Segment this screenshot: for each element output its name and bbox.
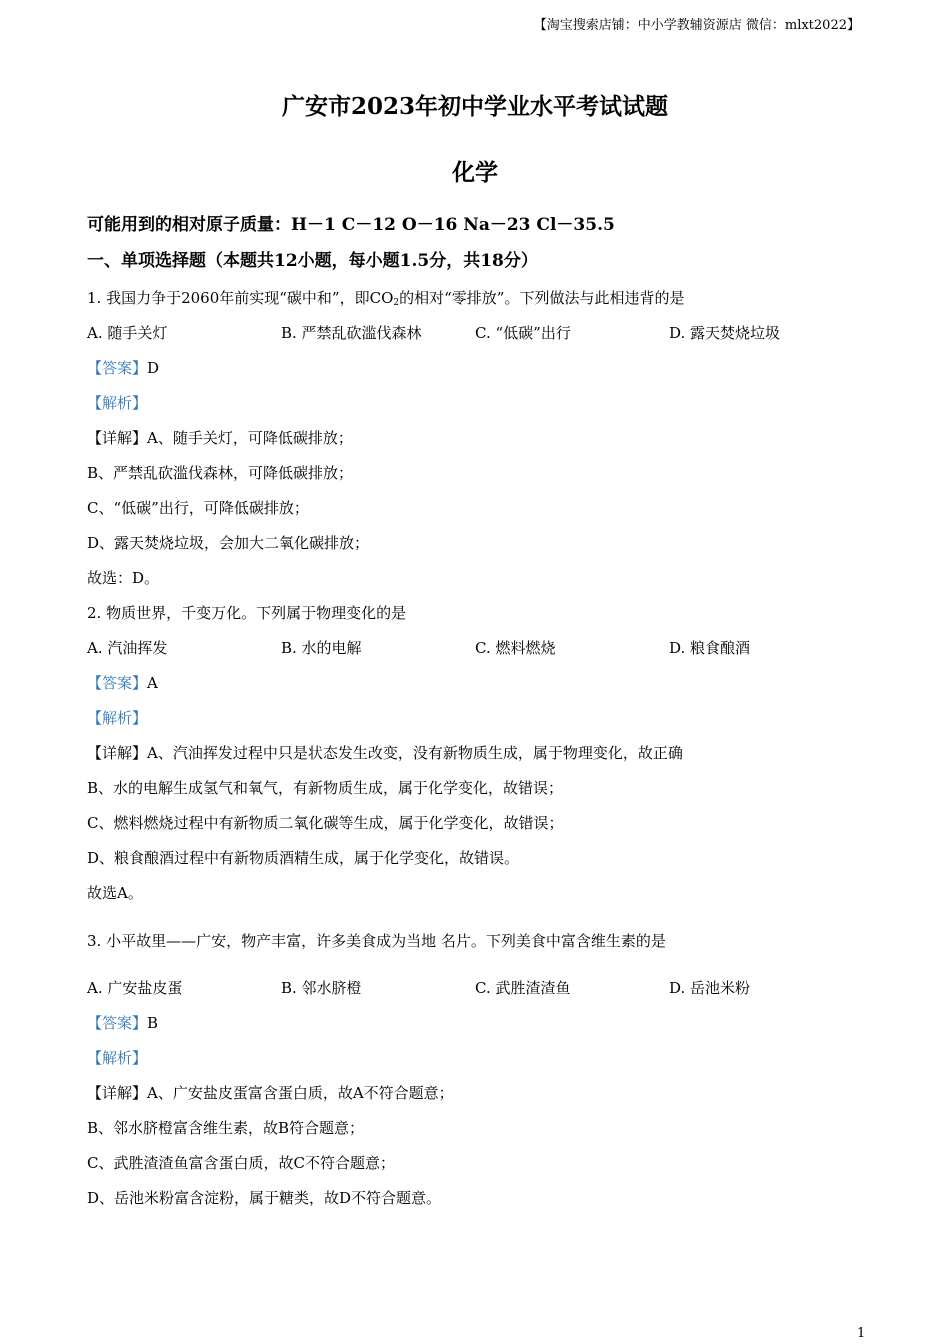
question-2-stem: 2. 物质世界，千变万化。下列属于物理变化的是 (87, 604, 407, 622)
q3-option-d: D. 岳池米粉 (669, 979, 751, 997)
q2-detail: C、燃料燃烧过程中有新物质二氧化碳等生成，属于化学变化，故错误； (87, 814, 564, 832)
q3-analysis-tag: 【解析】 (87, 1049, 148, 1067)
q1-detail: 【详解】A、随手关灯，可降低碳排放； (87, 429, 353, 447)
q1-answer: 【答案】D (87, 359, 160, 377)
q2-option-b: B. 水的电解 (281, 639, 362, 657)
q3-answer: 【答案】B (87, 1014, 159, 1032)
section-heading: 一、单项选择题（本题共12小题，每小题1.5分，共18分） (87, 251, 538, 271)
q3-option-c: C. 武胜渣渣鱼 (475, 979, 571, 997)
page-number: 1 (857, 1326, 866, 1341)
q2-detail: D、粮食酿酒过程中有新物质酒精生成，属于化学变化，故错误。 (87, 849, 520, 867)
q2-detail: B、水的电解生成氢气和氧气，有新物质生成，属于化学变化，故错误； (87, 779, 564, 797)
q3-option-b: B. 邻水脐橙 (281, 979, 362, 997)
q1-conclusion: 故选：D。 (87, 569, 160, 587)
subject-title: 化学 (452, 159, 498, 186)
q1-detail: C、“低碳”出行，可降低碳排放； (87, 499, 309, 517)
q1-option-c: C. “低碳”出行 (475, 324, 571, 342)
q2-detail: 【详解】A、汽油挥发过程中只是状态发生改变，没有新物质生成，属于物理变化，故正确 (87, 744, 683, 762)
q2-option-c: C. 燃料燃烧 (475, 639, 556, 657)
q1-detail: B、严禁乱砍滥伐森林，可降低碳排放； (87, 464, 354, 482)
q2-conclusion: 故选A。 (87, 884, 143, 902)
q1-option-a: A. 随手关灯 (87, 324, 168, 342)
q1-option-b: B. 严禁乱砍滥伐森林 (281, 324, 422, 342)
q3-detail: D、岳池米粉富含淀粉，属于糖类，故D不符合题意。 (87, 1189, 442, 1207)
page-title: 广安市2023年初中学业水平考试试题 (281, 93, 668, 120)
q2-analysis-tag: 【解析】 (87, 709, 148, 727)
question-3-stem: 3. 小平故里——广安，物产丰富，许多美食成为当地 名片。下列美食中富含维生素的是 (87, 932, 666, 950)
q1-analysis-tag: 【解析】 (87, 394, 148, 412)
q2-option-d: D. 粮食酿酒 (669, 639, 751, 657)
q1-detail: D、露天焚烧垃圾，会加大二氧化碳排放； (87, 534, 370, 552)
q3-detail: 【详解】A、广安盐皮蛋富含蛋白质，故A不符合题意； (87, 1084, 454, 1102)
atomic-masses: 可能用到的相对原子质量：H－1 C－12 O－16 Na－23 Cl－35.5 (87, 215, 615, 235)
q3-detail: B、邻水脐橙富含维生素，故B符合题意； (87, 1119, 365, 1137)
q1-option-d: D. 露天焚烧垃圾 (669, 324, 781, 342)
q3-detail: C、武胜渣渣鱼富含蛋白质，故C不符合题意； (87, 1154, 395, 1172)
page-header: 【淘宝搜索店铺：中小学教辅资源店 微信：mlxt2022】 (533, 18, 860, 33)
q2-answer: 【答案】A (87, 674, 158, 692)
q3-option-a: A. 广安盐皮蛋 (87, 979, 183, 997)
question-1-stem: 1. 我国力争于2060年前实现“碳中和”，即$CO_2$的相对“零排放”。下列做法与此相违背的是 (87, 289, 685, 308)
q2-option-a: A. 汽油挥发 (87, 639, 168, 657)
